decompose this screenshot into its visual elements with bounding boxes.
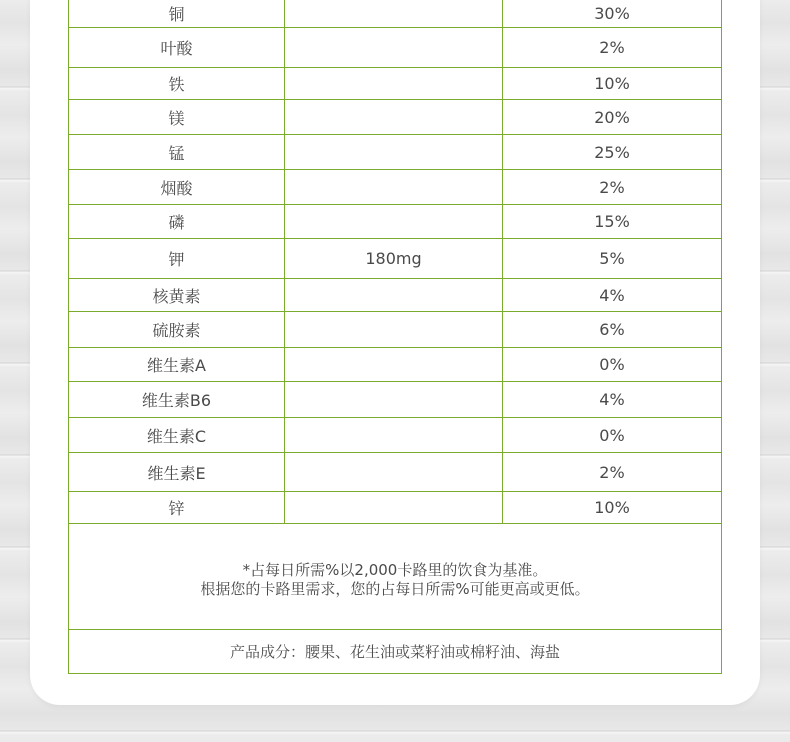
nutrient-daily-value: 2% [503,28,722,68]
nutrient-row [69,68,722,100]
nutrient-row [69,28,722,68]
nutrient-amount [285,0,503,28]
nutrient-name: 锰 [69,135,285,170]
nutrient-row [69,312,722,348]
nutrient-row [69,453,722,492]
ingredients-text: 产品成分：腰果、花生油或菜籽油或棉籽油、海盐 [69,630,722,674]
nutrient-name: 铁 [69,68,285,100]
nutrient-amount [285,418,503,453]
nutrition-table-wrapper [68,0,721,674]
nutrient-amount [285,68,503,100]
nutrient-amount: 180mg [285,239,503,279]
nutrient-name: 维生素B6 [69,382,285,418]
nutrient-daily-value: 20% [503,100,722,135]
nutrient-name: 磷 [69,205,285,239]
nutrient-amount [285,135,503,170]
nutrient-daily-value: 0% [503,348,722,382]
nutrient-name: 硫胺素 [69,312,285,348]
nutrient-row [69,239,722,279]
nutrient-name: 维生素A [69,348,285,382]
nutrient-row [69,100,722,135]
nutrient-amount [285,453,503,492]
nutrient-amount [285,312,503,348]
nutrient-daily-value: 30% [503,0,722,28]
nutrient-daily-value: 0% [503,418,722,453]
nutrient-amount [285,170,503,205]
nutrient-row [69,0,722,28]
nutrient-name: 钾 [69,239,285,279]
nutrient-daily-value: 10% [503,68,722,100]
nutrient-row [69,135,722,170]
nutrient-daily-value: 4% [503,382,722,418]
table-footer [69,524,722,674]
nutrient-name: 核黄素 [69,279,285,312]
nutrient-amount [285,279,503,312]
nutrient-amount [285,348,503,382]
nutrient-rows [69,0,722,524]
nutrient-daily-value: 2% [503,170,722,205]
nutrient-row [69,348,722,382]
footnote-cell [69,524,722,630]
footnote-line-2: 根据您的卡路里需求，您的占每日所需%可能更高或更低。 [200,579,590,598]
nutrient-name: 维生素C [69,418,285,453]
footnote-line-1: *占每日所需%以2,000卡路里的饮食为基准。 [242,560,548,579]
nutrient-name: 锌 [69,492,285,524]
nutrient-row [69,279,722,312]
nutrient-name: 叶酸 [69,28,285,68]
nutrient-daily-value: 6% [503,312,722,348]
nutrient-daily-value: 5% [503,239,722,279]
nutrient-name: 镁 [69,100,285,135]
nutrient-daily-value: 2% [503,453,722,492]
nutrient-daily-value: 4% [503,279,722,312]
nutrient-name: 维生素E [69,453,285,492]
nutrition-table [68,0,722,674]
nutrient-daily-value: 10% [503,492,722,524]
nutrient-row [69,205,722,239]
nutrient-row [69,492,722,524]
nutrient-name: 铜 [69,0,285,28]
nutrient-amount [285,205,503,239]
nutrient-row [69,382,722,418]
nutrient-row [69,418,722,453]
nutrient-name: 烟酸 [69,170,285,205]
footnote-row [69,524,722,630]
nutrient-daily-value: 15% [503,205,722,239]
nutrient-row [69,170,722,205]
nutrient-daily-value: 25% [503,135,722,170]
nutrient-amount [285,100,503,135]
nutrient-amount [285,382,503,418]
ingredients-row [69,630,722,674]
nutrient-amount [285,492,503,524]
nutrient-amount [285,28,503,68]
